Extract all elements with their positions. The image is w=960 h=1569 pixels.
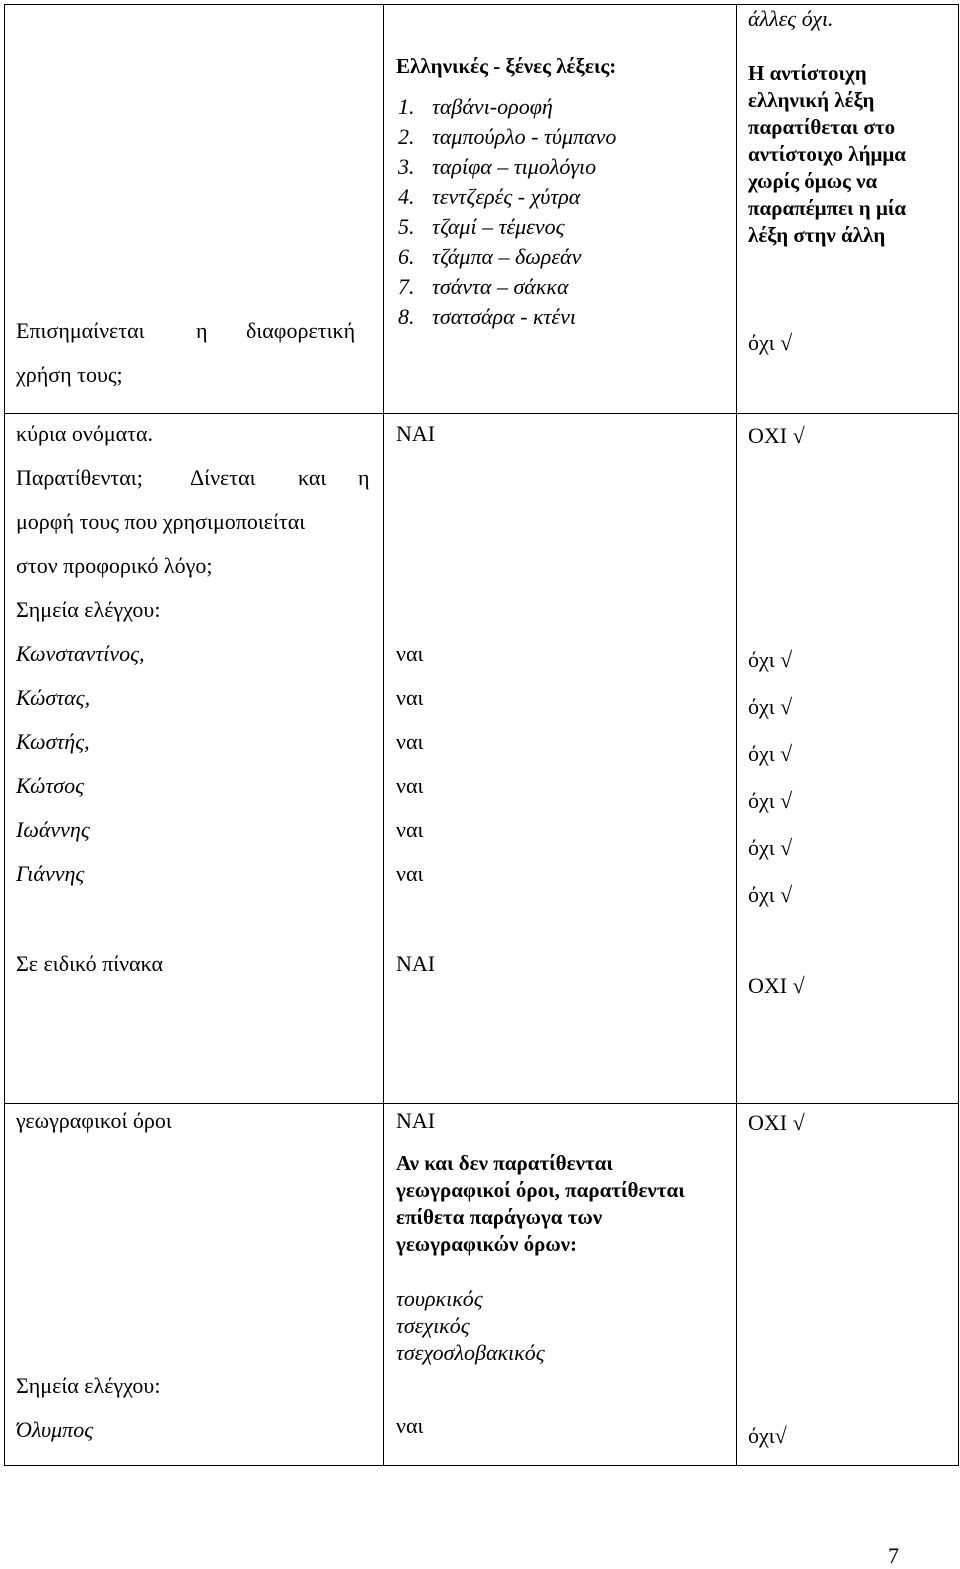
list-item: 6. τζάμπα – δωρεάν [398,244,582,269]
row-divider-1 [4,413,959,414]
no-item: όχι √ [748,835,793,860]
criterion-word-2: η [196,318,208,343]
criterion-line-1: κύρια ονόματα. [16,421,154,446]
row3-check-no: όχι√ [748,1423,787,1448]
name-item: Κωνσταντίνος, [16,641,145,666]
special-table-yes: ΝΑΙ [396,951,436,976]
row-divider-2 [4,1103,959,1104]
example-item: τουρκικός [396,1286,483,1311]
table-border-right [958,4,959,1466]
no-item: όχι √ [748,694,793,719]
page-number: 7 [888,1543,899,1568]
row3-criterion: γεωγραφικοί όροι [16,1108,172,1133]
row3-yes-answer: ΝΑΙ [396,1108,436,1133]
yes-item: ναι [396,773,424,798]
criterion-line-2: χρήση τους; [16,362,123,387]
yes-item: ναι [396,641,424,666]
criterion-word-3: και [298,465,327,490]
note-line: γεωγραφικοί όροι, παρατίθενται [396,1178,685,1202]
list-item: 7. τσάντα – σάκκα [398,274,569,299]
name-item: Γιάννης [16,861,85,886]
result-top-text: άλλες όχι. [748,6,834,31]
note-line: γεωγραφικών όρων: [396,1232,578,1256]
row3-check-yes: ναι [396,1413,424,1438]
column-divider-1 [383,4,384,1466]
note-line: Αν και δεν παρατίθενται [396,1151,613,1175]
list-item: 4. τεντζερές - χύτρα [398,184,581,209]
example-item: τσεχικός [396,1313,470,1338]
list-item: 2. ταμπούρλο - τύμπανο [398,124,617,149]
criterion-word-2: Δίνεται [190,465,256,490]
special-table-label: Σε ειδικό πίνακα [16,951,164,976]
yes-item: ναι [396,685,424,710]
name-item: Ιωάννης [16,817,90,842]
note-line: Η αντίστοιχη [748,61,867,85]
row3-no-answer: ΟΧΙ √ [748,1110,805,1135]
table-border-bottom [4,1465,959,1466]
note-line: ελληνική λέξη [748,88,875,112]
criterion-word-4: η [358,465,370,490]
criterion-word-1: Επισημαίνεται [16,318,145,343]
column-divider-2 [736,4,737,1466]
name-item: Κώτσος [16,773,85,798]
row2-yes-answer: ΝΑΙ [396,421,436,446]
checkpoints-label: Σημεία ελέγχου: [16,597,161,622]
list-item: 5. τζαμί – τέμενος [398,214,565,239]
note-line: παρατίθεται στο [748,115,896,139]
criterion-word-3: διαφορετική [246,318,356,343]
yes-item: ναι [396,729,424,754]
criterion-line-4: στον προφορικό λόγο; [16,553,213,578]
row2-no-answer: ΟΧΙ √ [748,423,805,448]
note-line: παραπέμπει η μία [748,196,907,220]
examples-list [398,92,616,332]
yes-item: ναι [396,817,424,842]
result-answer: όχι √ [748,330,793,355]
yes-item: ναι [396,861,424,886]
special-table-no: ΟΧΙ √ [748,973,805,998]
table-border-left [4,4,5,1466]
example-item: τσεχοσλοβακικός [396,1340,545,1365]
note-line: χωρίς όμως να [748,169,878,193]
table-border-top [4,4,959,5]
note-line: αντίστοιχο λήμμα [748,142,907,166]
criterion-line-3: μορφή τους που χρησιμοποιείται [16,509,306,534]
note-line: επίθετα παράγωγα των [396,1205,603,1229]
criterion-word-1: Παρατίθενται; [16,465,143,490]
examples-heading: Ελληνικές - ξένες λέξεις: [396,54,617,78]
list-item: 3. ταρίφα – τιμολόγιο [398,154,597,179]
row3-checkpoints-label: Σημεία ελέγχου: [16,1373,161,1398]
no-item: όχι √ [748,741,793,766]
list-item: 1. ταβάνι-οροφή [398,94,553,119]
no-item: όχι √ [748,882,793,907]
list-item: 8. τσατσάρα - κτένι [398,304,576,329]
note-line: λέξη στην άλλη [748,223,886,247]
name-item: Κωστής, [16,729,90,754]
no-item: όχι √ [748,647,793,672]
name-item: Κώστας, [16,685,91,710]
row3-check-item: Όλυμπος [16,1417,94,1442]
no-item: όχι √ [748,788,793,813]
